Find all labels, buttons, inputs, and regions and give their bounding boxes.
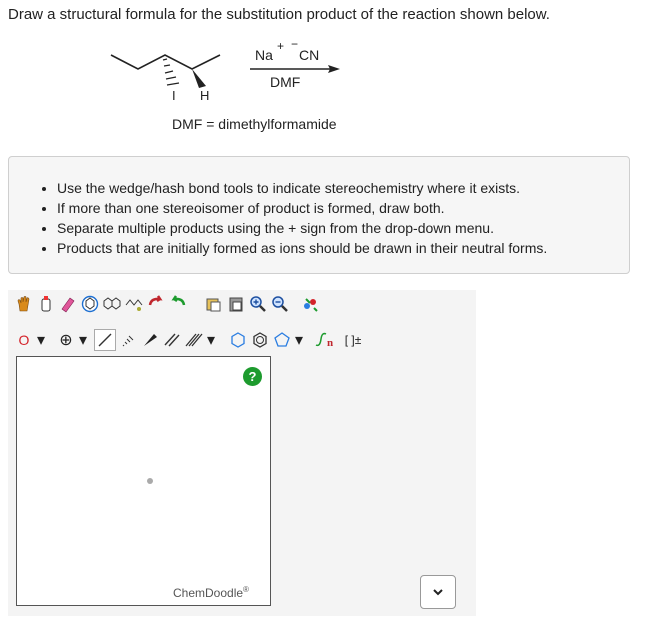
charge-label: ⊕ [59,332,73,349]
double-bond-icon[interactable] [162,330,182,350]
cyclohexane-icon[interactable] [228,330,248,350]
help-button[interactable]: ? [243,367,262,386]
hand-icon[interactable] [14,294,34,314]
dropdown-select[interactable] [420,575,456,609]
hydrogen-label: H [200,88,210,103]
reagent-anion: CN [299,47,320,63]
drawing-canvas[interactable] [16,356,271,606]
zoom-in-icon[interactable] [248,294,268,314]
atom-label: O [18,332,30,348]
iodine-label: I [172,88,176,103]
instruction-item: • Use the wedge/hash bond tools to indicate stereochemistry where it exists. [57,178,547,198]
canvas-dot [147,478,153,484]
sn-label: n [327,337,334,349]
chevron-down-icon[interactable]: ▾ [206,332,216,349]
single-bond-icon[interactable] [94,329,116,351]
paste-icon[interactable] [226,294,246,314]
chevron-down-icon[interactable]: ▾ [294,332,304,349]
ring-fused-icon[interactable] [102,294,122,314]
bracket-label: [ ]± [344,333,362,347]
clean-icon[interactable] [300,294,320,314]
atom-tool[interactable] [14,330,34,350]
undo-icon[interactable] [146,294,166,314]
charge-tool[interactable] [56,330,76,350]
instruction-item: • Separate multiple products using the + sign from the drop-down menu. [57,218,547,238]
cation-charge: + [277,39,285,53]
toolbar-row-2 [14,329,368,351]
wedge-bond [192,69,206,88]
wedge-bond-icon[interactable] [140,330,160,350]
solvent-label: DMF [270,74,301,90]
redo-icon[interactable] [168,294,188,314]
hashed-bond [163,59,179,85]
chemdoodle-brand [173,585,249,600]
carbon-chain [111,55,220,69]
registered-mark: ® [243,585,249,594]
chevron-down-icon [433,588,443,596]
chain-icon[interactable] [124,294,144,314]
triple-bond-icon[interactable] [184,330,204,350]
reagent-cation: Na [255,47,273,63]
chevron-down-icon[interactable]: ▾ [78,332,88,349]
bracket-tool[interactable] [340,330,366,350]
dmf-definition: DMF = dimethylformamide [172,116,337,132]
instructions-box [8,156,630,274]
eraser-icon[interactable] [58,294,78,314]
instructions-list [9,178,547,258]
sgroup-tool[interactable] [314,330,338,350]
instruction-item: • If more than one stereoisomer of product is formed, draw both. [57,198,547,218]
hashed-bond-icon[interactable] [118,330,138,350]
lasso-icon[interactable] [36,294,56,314]
brand-name: ChemDoodle [173,586,244,600]
chevron-down-icon[interactable]: ▾ [36,332,46,349]
ring-template-icon[interactable] [80,294,100,314]
toolbar-row-1 [14,294,322,314]
anion-charge: − [291,37,299,51]
copy-icon[interactable] [204,294,224,314]
zoom-out-icon[interactable] [270,294,290,314]
cyclopentane-icon[interactable] [272,330,292,350]
instruction-item: • Products that are initially formed as ions should be drawn in their neutral forms. [57,238,547,258]
benzene-icon[interactable] [250,330,270,350]
question-text: Draw a structural formula for the substitution product of the reaction shown below. [8,6,550,23]
chemdoodle-editor [8,290,476,616]
